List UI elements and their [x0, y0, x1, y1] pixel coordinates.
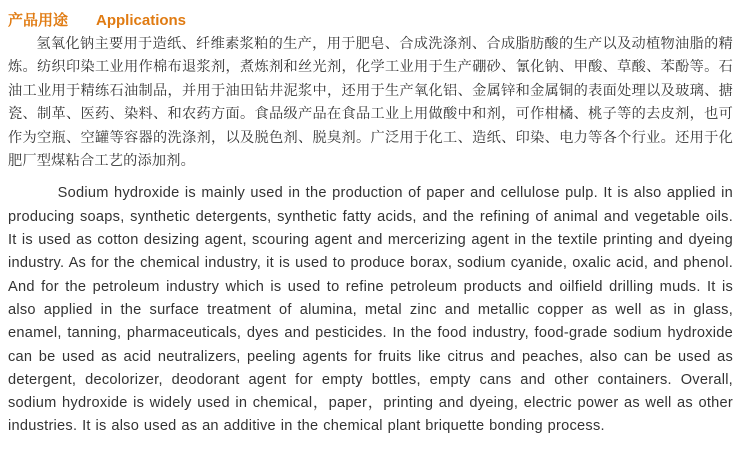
english-paragraph: Sodium hydroxide is mainly used in the production of paper and cellulose pulp. It is also applied in producing soaps, synthetic detergents, synthetic fatty acids, and the refining of animal and vegetable oils. It is used as cotton desizing agent, scouring agent and mercerizing agent in the textile printing and dyeing industry. As for the chemical industry, it is used to produce borax, sodium cyanide, oxalic acid, and phenol. And for the petroleum industry which is used to refine petroleum products and oilfield drilling muds. It is also applied in the surface treatment of alumina, metal zinc and metallic copper as well as in glass, enamel, tanning, pharmaceuticals, dyes and pesticides. In the food industry, food-grade sodium hydroxide can be used as acid neutralizers, peeling agents for fruits like citrus and peaches, also can be used as detergent, decolorizer, deodorant agent for empty bottles, empty cans and other containers. Overall, sodium hydroxide is widely used in chemical，paper，printing and dyeing, electric power as well as other industries. It is also used as an additive in the chemical plant briquette bonding process. — [8, 185, 733, 435]
section-title-en: Applications — [96, 12, 187, 29]
section-heading — [8, 9, 733, 31]
chinese-paragraph: 氢氧化钠主要用于造纸、纤维素浆粕的生产，用于肥皂、合成洗涤剂、合成脂肪酸的生产以及动植物油脂的精炼。纺织印染工业用作棉布退浆剂，煮炼剂和丝光剂，化学工业用于生产硼砂、氰化钠、甲酸、草酸、苯酚等。石油工业用于精练石油制品，并用于油田钻井泥浆中，还用于生产氧化铝、金属锌和金属铜的表面处理以及玻璃、搪瓷、制革、医药、染料、和农药方面。食品级产品在食品工业上用做酸中和剂，可作柑橘、桃子等的去皮剂，也可作为空瓶、空罐等容器的洗涤剂，以及脱色剂、脱臭剂。广泛用于化工、造纸、印染、电力等各个行业。还用于化肥厂型煤粘合工艺的添加剂。 — [8, 36, 733, 170]
section-title-zh: 产品用途 — [8, 11, 69, 29]
